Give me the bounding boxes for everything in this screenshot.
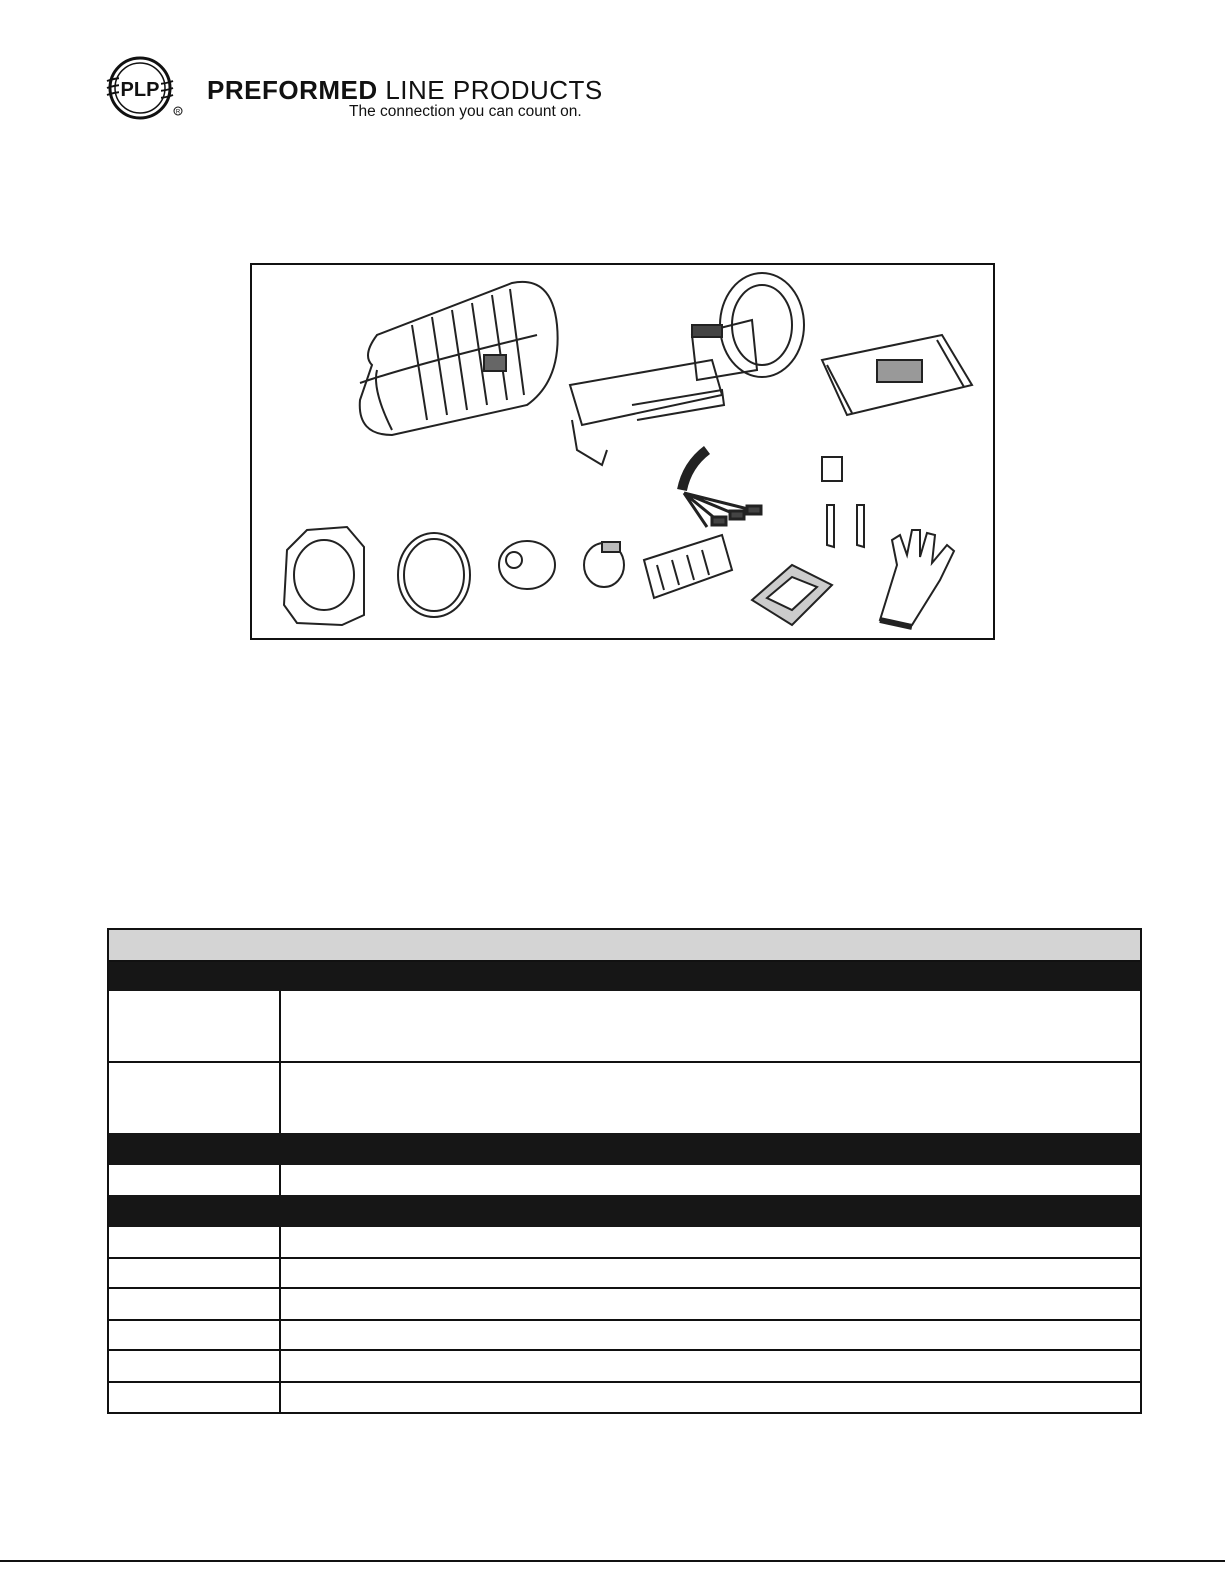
frame-bracket-drawing — [570, 273, 804, 465]
closure-dome-drawing — [360, 282, 558, 435]
hose-clamp-drawing — [584, 542, 624, 587]
gasket-ring-drawing — [398, 533, 470, 617]
table-row — [109, 1259, 1140, 1289]
grommet-drawing — [499, 541, 555, 589]
footer-rule — [0, 1560, 1225, 1562]
table-row — [109, 1289, 1140, 1321]
row-key — [109, 1165, 281, 1195]
page-header — [105, 55, 625, 125]
tagline: The connection you can count on. — [349, 103, 582, 120]
table-row — [109, 1165, 1140, 1195]
row-key — [109, 1259, 281, 1287]
table-row — [109, 1383, 1140, 1412]
mounting-brackets-drawing — [822, 457, 864, 547]
svg-text:R: R — [175, 109, 181, 116]
spec-table — [107, 928, 1142, 1414]
row-key — [109, 1321, 281, 1349]
row-value — [281, 1259, 1140, 1287]
adapter-panel-drawing — [644, 535, 732, 598]
row-value — [281, 1289, 1140, 1319]
row-key — [109, 1063, 281, 1133]
section-header-row — [109, 1195, 1140, 1227]
row-key — [109, 1227, 281, 1257]
row-key — [109, 1383, 281, 1412]
table-row — [109, 1227, 1140, 1259]
row-value — [281, 1383, 1140, 1412]
cable-connectors-drawing — [682, 450, 761, 527]
row-value — [281, 1321, 1140, 1349]
company-name-light: LINE PRODUCTS — [377, 75, 603, 105]
row-value — [281, 991, 1140, 1061]
section-header-row — [109, 1133, 1140, 1165]
row-key — [109, 1289, 281, 1319]
table-row — [109, 1063, 1140, 1133]
plp-logo — [105, 55, 195, 130]
table-row — [109, 1321, 1140, 1351]
row-value — [281, 1165, 1140, 1195]
table-row — [109, 1351, 1140, 1383]
glove-drawing — [880, 530, 954, 627]
splice-tray-drawing — [822, 335, 972, 415]
row-value — [281, 1063, 1140, 1133]
company-name-strong: PREFORMED — [207, 75, 378, 105]
table-title-row — [109, 930, 1140, 962]
row-key — [109, 991, 281, 1061]
logo-text: PLP — [120, 79, 160, 101]
row-value — [281, 1351, 1140, 1381]
company-name — [207, 75, 603, 106]
base-ring-drawing — [284, 527, 364, 625]
row-value — [281, 1227, 1140, 1257]
row-key — [109, 1351, 281, 1381]
section-header-row — [109, 962, 1140, 991]
product-kit-figure — [250, 263, 995, 640]
table-row — [109, 991, 1140, 1063]
cleaning-packet-drawing — [752, 565, 832, 625]
